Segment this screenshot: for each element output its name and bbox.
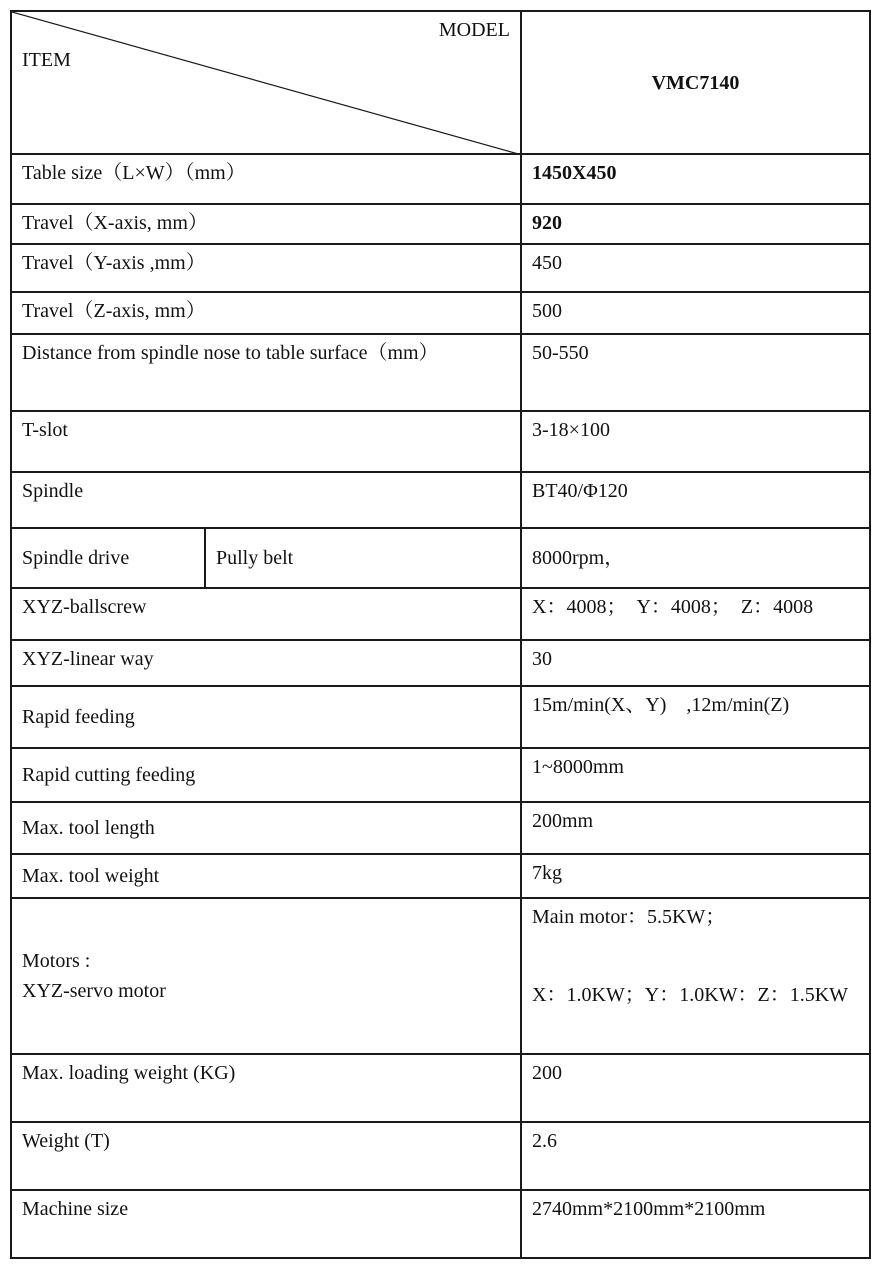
motors-label-line1: Motors : bbox=[22, 950, 91, 972]
row-label: XYZ-linear way bbox=[11, 640, 521, 686]
spec-table bbox=[10, 10, 871, 1259]
row-label: Spindle bbox=[11, 472, 521, 528]
row-label: Weight (T) bbox=[11, 1122, 521, 1190]
row-value: X：4008； Y：4008； Z：4008 bbox=[521, 588, 870, 640]
table-row-machine-size bbox=[11, 1190, 870, 1258]
table-row-travel-z bbox=[11, 292, 870, 334]
motors-label-line2: XYZ-servo motor bbox=[22, 980, 166, 1002]
row-value: 200mm bbox=[521, 802, 870, 854]
row-label: Rapid feeding bbox=[11, 686, 521, 748]
table-row-weight bbox=[11, 1122, 870, 1190]
table-row-tool-length bbox=[11, 802, 870, 854]
row-value: 7kg bbox=[521, 854, 870, 898]
row-label: Max. tool weight bbox=[11, 854, 521, 898]
table-row-motors bbox=[11, 898, 870, 1054]
row-label: Rapid cutting feeding bbox=[11, 748, 521, 802]
table-row-tool-weight bbox=[11, 854, 870, 898]
header-row bbox=[11, 11, 870, 154]
model-label: MODEL bbox=[438, 19, 510, 41]
row-value: BT40/Φ120 bbox=[521, 472, 870, 528]
table-row-travel-y bbox=[11, 244, 870, 292]
table-row-distance bbox=[11, 334, 870, 411]
item-label: ITEM bbox=[22, 49, 71, 71]
motors-value-line1: Main motor：5.5KW； bbox=[532, 906, 726, 928]
row-value: 30 bbox=[521, 640, 870, 686]
row-label: Machine size bbox=[11, 1190, 521, 1258]
row-value: 450 bbox=[521, 244, 870, 292]
row-label: Travel（X-axis, mm） bbox=[11, 204, 521, 244]
row-value: 200 bbox=[521, 1054, 870, 1122]
row-sub-label: Pully belt bbox=[205, 528, 521, 588]
model-value: VMC7140 bbox=[521, 11, 870, 154]
header-item-model-cell bbox=[11, 11, 521, 154]
table-row-spindle-drive bbox=[11, 528, 870, 588]
table-row-table-size bbox=[11, 154, 870, 204]
table-row-ballscrew bbox=[11, 588, 870, 640]
table-row-linear-way bbox=[11, 640, 870, 686]
row-label: Max. loading weight (KG) bbox=[11, 1054, 521, 1122]
row-label: Max. tool length bbox=[11, 802, 521, 854]
row-value: 920 bbox=[521, 204, 870, 244]
table-row-travel-x bbox=[11, 204, 870, 244]
row-label: Table size（L×W）（mm） bbox=[11, 154, 521, 204]
table-row-loading-weight bbox=[11, 1054, 870, 1122]
row-label: Travel（Y-axis ,mm） bbox=[11, 244, 521, 292]
row-label: Travel（Z-axis, mm） bbox=[11, 292, 521, 334]
row-value: 2.6 bbox=[521, 1122, 870, 1190]
row-value: 50-550 bbox=[521, 334, 870, 411]
row-label: T-slot bbox=[11, 411, 521, 472]
table-row-t-slot bbox=[11, 411, 870, 472]
table-row-spindle bbox=[11, 472, 870, 528]
row-value: 3-18×100 bbox=[521, 411, 870, 472]
row-value: 8000rpm， bbox=[521, 528, 870, 588]
row-value bbox=[521, 898, 870, 1054]
row-label: Spindle drive bbox=[11, 528, 205, 588]
table-row-rapid-cutting bbox=[11, 748, 870, 802]
row-value: 15m/min(X、Y) ,12m/min(Z) bbox=[521, 686, 870, 748]
row-label: XYZ-ballscrew bbox=[11, 588, 521, 640]
row-label: Distance from spindle nose to table surface（mm） bbox=[11, 334, 521, 411]
row-value: 500 bbox=[521, 292, 870, 334]
table-row-rapid-feeding bbox=[11, 686, 870, 748]
motors-value-line2: X：1.0KW；Y：1.0KW：Z：1.5KW bbox=[532, 984, 849, 1006]
row-value: 1~8000mm bbox=[521, 748, 870, 802]
row-value: 1450X450 bbox=[521, 154, 870, 204]
row-label bbox=[11, 898, 521, 1054]
row-value: 2740mm*2100mm*2100mm bbox=[521, 1190, 870, 1258]
